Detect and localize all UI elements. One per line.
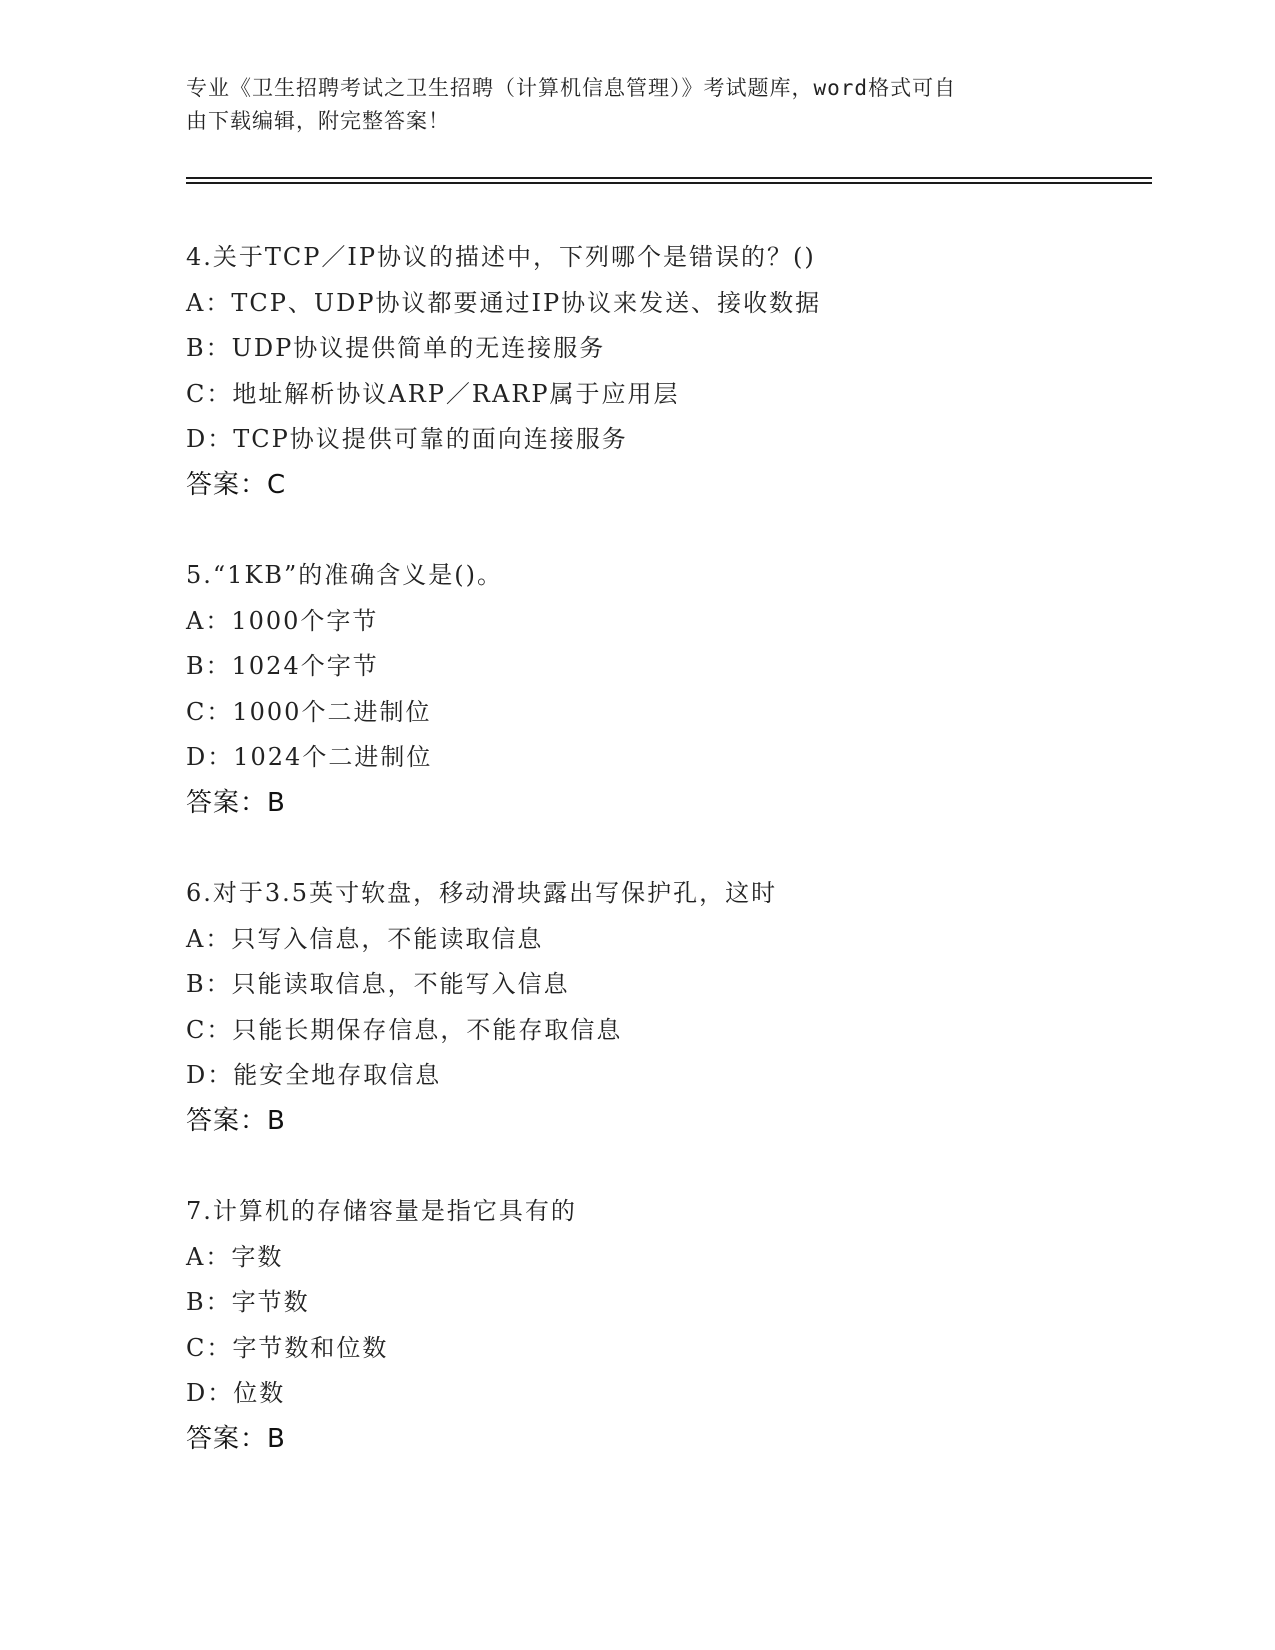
option-a: A：TCP、UDP协议都要通过IP协议来发送、接收数据 [186,288,822,317]
header-line-2: 由下载编辑，附完整答案！ [186,109,450,133]
question-6 [186,871,1146,1144]
option-d: D：1024个二进制位 [186,743,433,771]
option-a: A：字数 [186,1242,284,1271]
option-c: C：地址解析协议ARP／RARP属于应用层 [186,379,680,408]
option-b: B：只能读取信息，不能写入信息 [186,970,570,998]
header-divider-bottom [186,182,1152,184]
answer: 答案：B [186,1105,286,1136]
question-title: 7.计算机的存储容量是指它具有的 [186,1197,577,1225]
option-c: C：字节数和位数 [186,1333,389,1362]
header-line-1: 专业《卫生招聘考试之卫生招聘（计算机信息管理）》考试题库，word格式可自 [186,76,957,100]
question-title: 5.“1KB”的准确含义是()。 [186,561,503,589]
option-d: D：位数 [186,1379,286,1407]
document-header [186,72,1066,138]
option-b: B：UDP协议提供简单的无连接服务 [186,334,606,362]
question-5 [186,553,1146,826]
option-a: A：只写入信息，不能读取信息 [186,924,544,953]
option-c: C：只能长期保存信息，不能存取信息 [186,1015,623,1044]
question-4 [186,235,1146,508]
answer: 答案：C [186,469,287,500]
header-divider-top [186,177,1152,179]
option-c: C：1000个二进制位 [186,697,432,726]
question-title: 6.对于3.5英寸软盘，移动滑块露出写保护孔，这时 [186,879,778,907]
option-a: A：1000个字节 [186,606,379,635]
option-b: B：字节数 [186,1288,310,1316]
option-d: D：TCP协议提供可靠的面向连接服务 [186,425,628,453]
option-b: B：1024个字节 [186,652,379,680]
question-7 [186,1189,1146,1462]
answer: 答案：B [186,1423,286,1454]
question-title: 4.关于TCP／IP协议的描述中，下列哪个是错误的？() [186,243,816,271]
answer: 答案：B [186,787,286,818]
option-d: D：能安全地存取信息 [186,1061,442,1089]
